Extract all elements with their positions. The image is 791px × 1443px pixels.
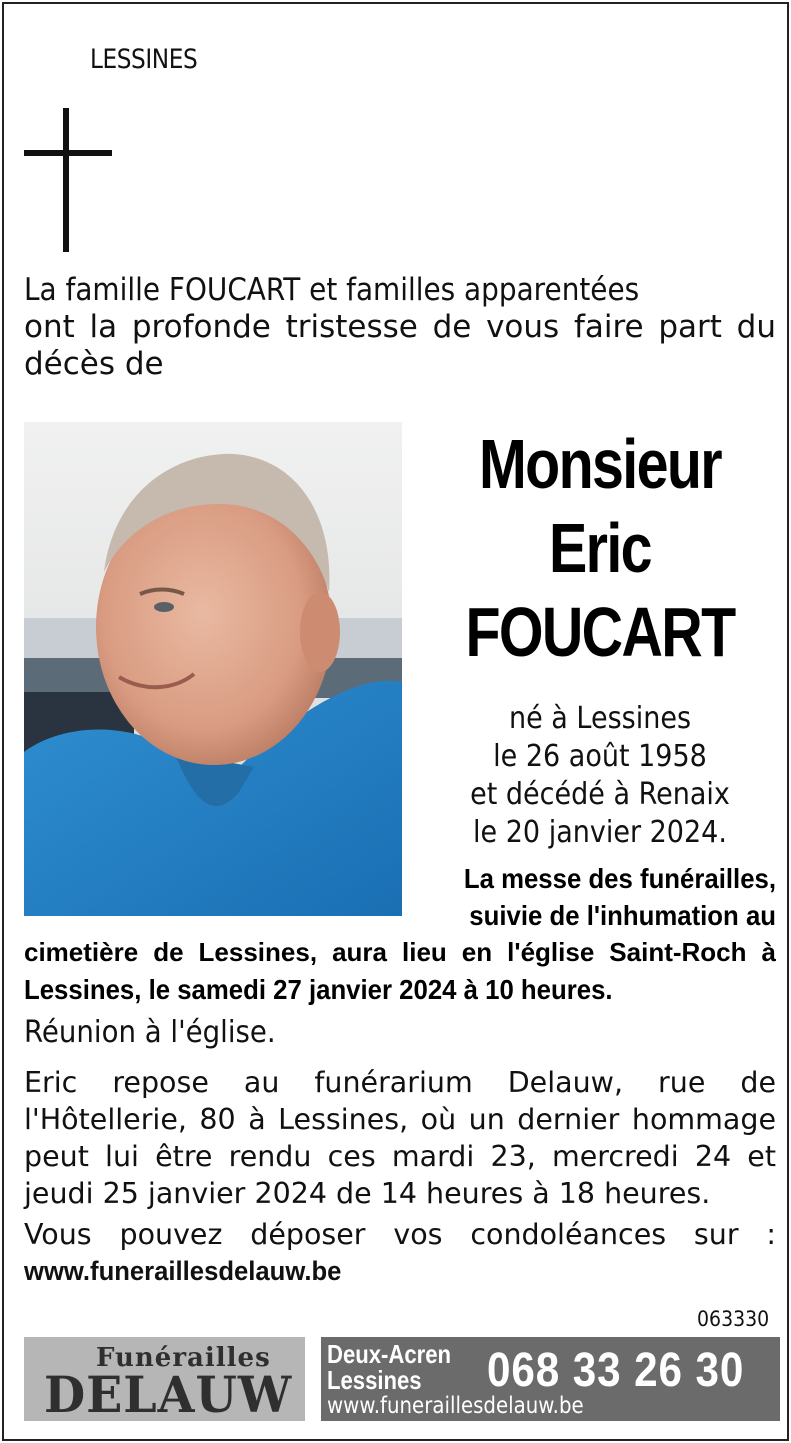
obituary-notice <box>2 2 789 1441</box>
funeral-home-banner <box>24 1337 780 1424</box>
birth-place: né à Lessines <box>508 701 692 736</box>
intro-paragraph <box>24 272 776 383</box>
condolences-paragraph <box>24 1216 776 1290</box>
repose-line-1: Eric repose au funérarium Delauw, rue de <box>24 1066 776 1099</box>
birth-date: le 26 août 1958 <box>493 739 707 774</box>
life-dates <box>420 700 780 852</box>
repose-line-2: l'Hôtellerie, 80 à Lessines, où un dernier hommage <box>24 1103 776 1136</box>
name-title: Monsieur <box>478 425 722 503</box>
reunion-text: Réunion à l'église. <box>24 1015 276 1050</box>
funeral-line-3: cimetière de Lessines, aura lieu en l'église Saint-Roch à <box>24 937 776 967</box>
location-heading: LESSINES <box>90 44 198 75</box>
repose-paragraph <box>24 1064 776 1212</box>
logo-title: DELAUW <box>44 1365 293 1424</box>
name-last: FOUCART <box>465 593 735 671</box>
intro-line-3: décès de <box>24 346 164 382</box>
intro-line-1: La famille FOUCART et familles apparentées <box>24 272 640 308</box>
condolences-link[interactable]: www.funeraillesdelauw.be <box>24 1256 342 1286</box>
funeral-line-1: La messe des funérailles, <box>463 863 776 894</box>
cross-icon <box>24 108 114 252</box>
death-date: le 20 janvier 2024. <box>473 815 727 850</box>
funeral-home-contact <box>321 1337 780 1421</box>
name-first: Eric <box>549 509 651 587</box>
condolences-text: Vous pouvez déposer vos condoléances sur : <box>24 1218 776 1251</box>
contact-city-2: Lessines <box>327 1365 422 1395</box>
funeral-announcement <box>24 860 776 1008</box>
funeral-line-4: Lessines, le samedi 27 janvier 2024 à 10 heures. <box>24 974 613 1005</box>
funeral-line-2: suivie de l'inhumation au <box>469 900 776 931</box>
intro-line-2: ont la profonde tristesse de vous faire part du <box>24 309 776 345</box>
repose-line-4: jeudi 25 janvier 2024 de 14 heures à 18 heures. <box>24 1177 711 1210</box>
contact-website[interactable]: www.funeraillesdelauw.be <box>327 1393 584 1419</box>
portrait-photo <box>24 422 402 916</box>
logo-subtitle: Funérailles <box>96 1343 271 1373</box>
reference-number: 063330 <box>696 1307 769 1331</box>
deceased-name <box>420 422 780 674</box>
death-place: et décédé à Renaix <box>470 777 730 812</box>
repose-line-3: peut lui être rendu ces mardi 23, mercredi 24 et <box>24 1140 776 1173</box>
contact-phone[interactable]: 068 33 26 30 <box>487 1344 745 1397</box>
funeral-home-logo <box>24 1337 305 1424</box>
contact-city-1: Deux-Acren <box>327 1339 452 1369</box>
